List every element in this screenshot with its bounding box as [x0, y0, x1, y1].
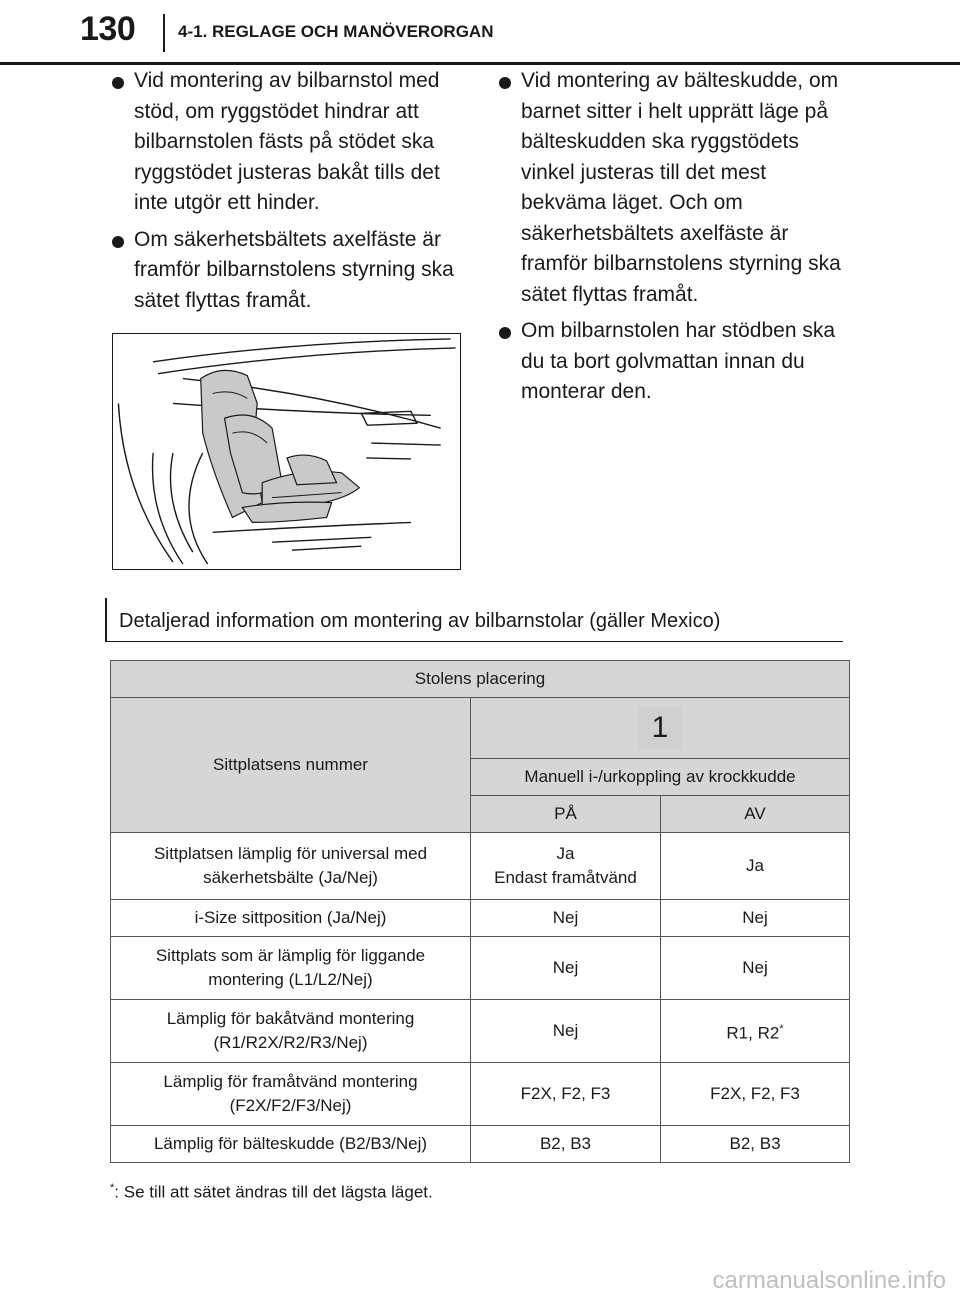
- table-row: [111, 661, 850, 698]
- right-column: [495, 66, 850, 414]
- footnote-mark: *: [110, 1182, 115, 1194]
- table-row: [111, 900, 850, 937]
- off-value: Ja: [661, 833, 850, 900]
- on-value-note: Endast framåtvänd: [494, 868, 637, 887]
- seat-number-badge: 1: [639, 707, 681, 749]
- info-heading: Detaljerad information om montering av bilbarnstolar (gäller Mexico): [105, 598, 843, 642]
- off-value: [661, 1000, 850, 1063]
- table-row: [111, 1126, 850, 1163]
- on-value: Nej: [471, 937, 661, 1000]
- footnote-mark: *: [779, 1022, 784, 1035]
- bullet-text: Om säkerhetsbältets axelfäste är framför bilbarnstolens styrning ska sätet flyttas framåt.: [134, 227, 454, 312]
- row-label: Lämplig för bakåtvänd montering (R1/R2X/R2/R3/Nej): [111, 1000, 471, 1063]
- page-header: [0, 0, 960, 65]
- off-value-text: R1, R2: [726, 1023, 780, 1043]
- on-label: PÅ: [471, 796, 661, 833]
- bullet-text: Om bilbarnstolen har stödben ska du ta bort golvmattan innan du monterar den.: [521, 319, 836, 403]
- table-title: Stolens placering: [111, 661, 850, 698]
- table-row: [111, 833, 850, 900]
- list-item: [495, 66, 850, 310]
- bullet-text: Vid montering av bälteskudde, om barnet sitter i helt upprätt läge på bälteskudden ska ryggstödets vinkel justeras till det mest bekväma läget. Och om säkerhetsbältets axelfäste är framför bilbarnstolens styrning ska sätet flyttas framåt.: [521, 69, 841, 306]
- bullet-icon: [499, 77, 511, 89]
- bullet-icon: [499, 327, 511, 339]
- off-value: Nej: [661, 937, 850, 1000]
- seat-number-cell: [471, 698, 850, 759]
- on-value: B2, B3: [471, 1126, 661, 1163]
- off-value: F2X, F2, F3: [661, 1063, 850, 1126]
- off-value: Nej: [661, 900, 850, 937]
- list-item: [108, 66, 463, 219]
- bullet-icon: [112, 77, 124, 89]
- row-label: Sittplats som är lämplig för liggande montering (L1/L2/Nej): [111, 937, 471, 1000]
- table-row: [111, 1063, 850, 1126]
- table-row: [111, 698, 850, 759]
- on-value: [471, 833, 661, 900]
- on-value: Nej: [471, 1000, 661, 1063]
- table-row: [111, 937, 850, 1000]
- row-label: Lämplig för framåtvänd montering (F2X/F2/F3/Nej): [111, 1063, 471, 1126]
- footnote-text: : Se till att sätet ändras till det lägsta läget.: [114, 1182, 433, 1202]
- section-title: 4-1. REGLAGE OCH MANÖVERORGAN: [178, 22, 494, 41]
- airbag-switch-label: Manuell i-/urkoppling av krockkudde: [471, 759, 850, 796]
- child-seat-drawing: [113, 334, 460, 569]
- on-value-line: Ja: [556, 844, 575, 863]
- seat-number-label: Sittplatsens nummer: [111, 698, 471, 833]
- on-value: F2X, F2, F3: [471, 1063, 661, 1126]
- row-label: Lämplig för bälteskudde (B2/B3/Nej): [111, 1126, 471, 1163]
- off-value: B2, B3: [661, 1126, 850, 1163]
- watermark: carmanualsonline.info: [712, 1267, 946, 1294]
- row-label: i-Size sittposition (Ja/Nej): [111, 900, 471, 937]
- left-column: [108, 66, 463, 322]
- child-seat-illustration: [112, 333, 461, 570]
- row-label: Sittplatsen lämplig för universal med säkerhetsbälte (Ja/Nej): [111, 833, 471, 900]
- bullet-text: Vid montering av bilbarnstol med stöd, om ryggstödet hindrar att bilbarnstolen fästs på stödet ska ryggstödet justeras bakåt tills det inte utgör ett hinder.: [134, 69, 440, 214]
- bullet-icon: [112, 236, 124, 248]
- on-value: Nej: [471, 900, 661, 937]
- page-number: 130: [80, 10, 136, 48]
- off-label: AV: [661, 796, 850, 833]
- header-divider: [163, 14, 165, 52]
- footnote: [110, 1182, 433, 1203]
- table-row: [111, 1000, 850, 1063]
- seat-placement-table: [110, 660, 850, 1163]
- list-item: [108, 225, 463, 317]
- list-item: [495, 316, 850, 408]
